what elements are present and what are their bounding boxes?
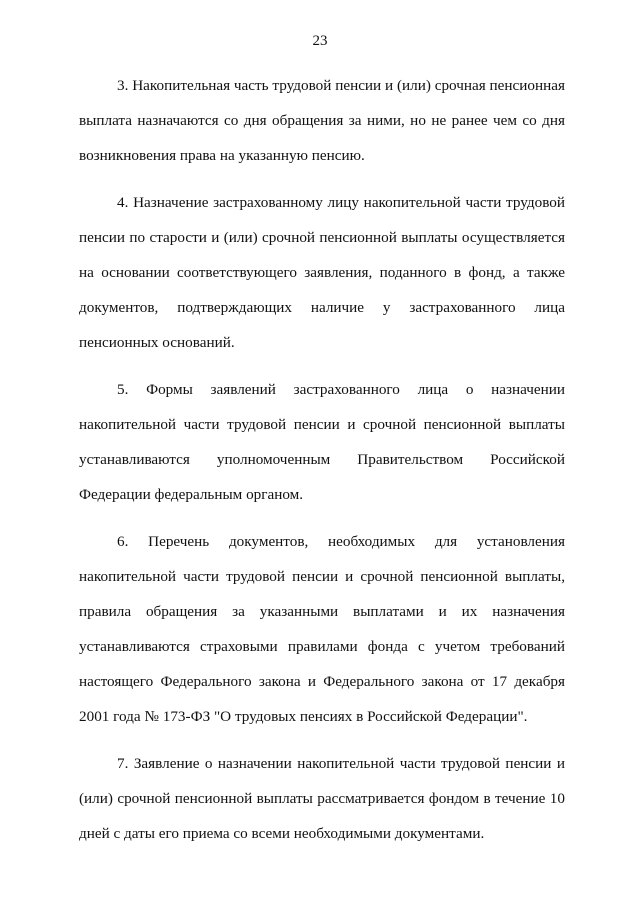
paragraph-3: 3. Накопительная часть трудовой пенсии и (или) срочная пенсионная выплата назначаются со дня обращения за ними, но не ранее чем со дня возникновения права на указанную пенсию.: [79, 77, 565, 164]
document-body: [79, 68, 565, 863]
page-number: 23: [312, 33, 328, 49]
paragraph-5: 5. Формы заявлений застрахованного лица о назначении накопительной части трудовой пенсии и срочной пенсионной выплаты устанавливаются уполномоченным Правительством Российской Федерации федеральным органом.: [79, 381, 565, 503]
paragraph-7: 7. Заявление о назначении накопительной части трудовой пенсии и (или) срочной пенсионной выплаты рассматривается фондом в течение 10 дней с даты его приема со всеми необходимыми документами.: [79, 755, 565, 842]
paragraph-6: 6. Перечень документов, необходимых для установления накопительной части трудовой пенсии и срочной пенсионной выплаты, правила обращения за указанными выплатами и их назначения устанавливаются страховыми правилами фонда с учетом требований настоящего Федерального закона и Федерального закона от 17 декабря 2001 года № 173-ФЗ "О трудовых пенсиях в Российской Федерации".: [79, 533, 565, 725]
paragraph-4: 4. Назначение застрахованному лицу накопительной части трудовой пенсии по старости и (или) срочной пенсионной выплаты осуществляется на основании соответствующего заявления, поданного в фонд, а также документов, подтверждающих наличие у застрахованного лица пенсионных оснований.: [79, 194, 565, 351]
